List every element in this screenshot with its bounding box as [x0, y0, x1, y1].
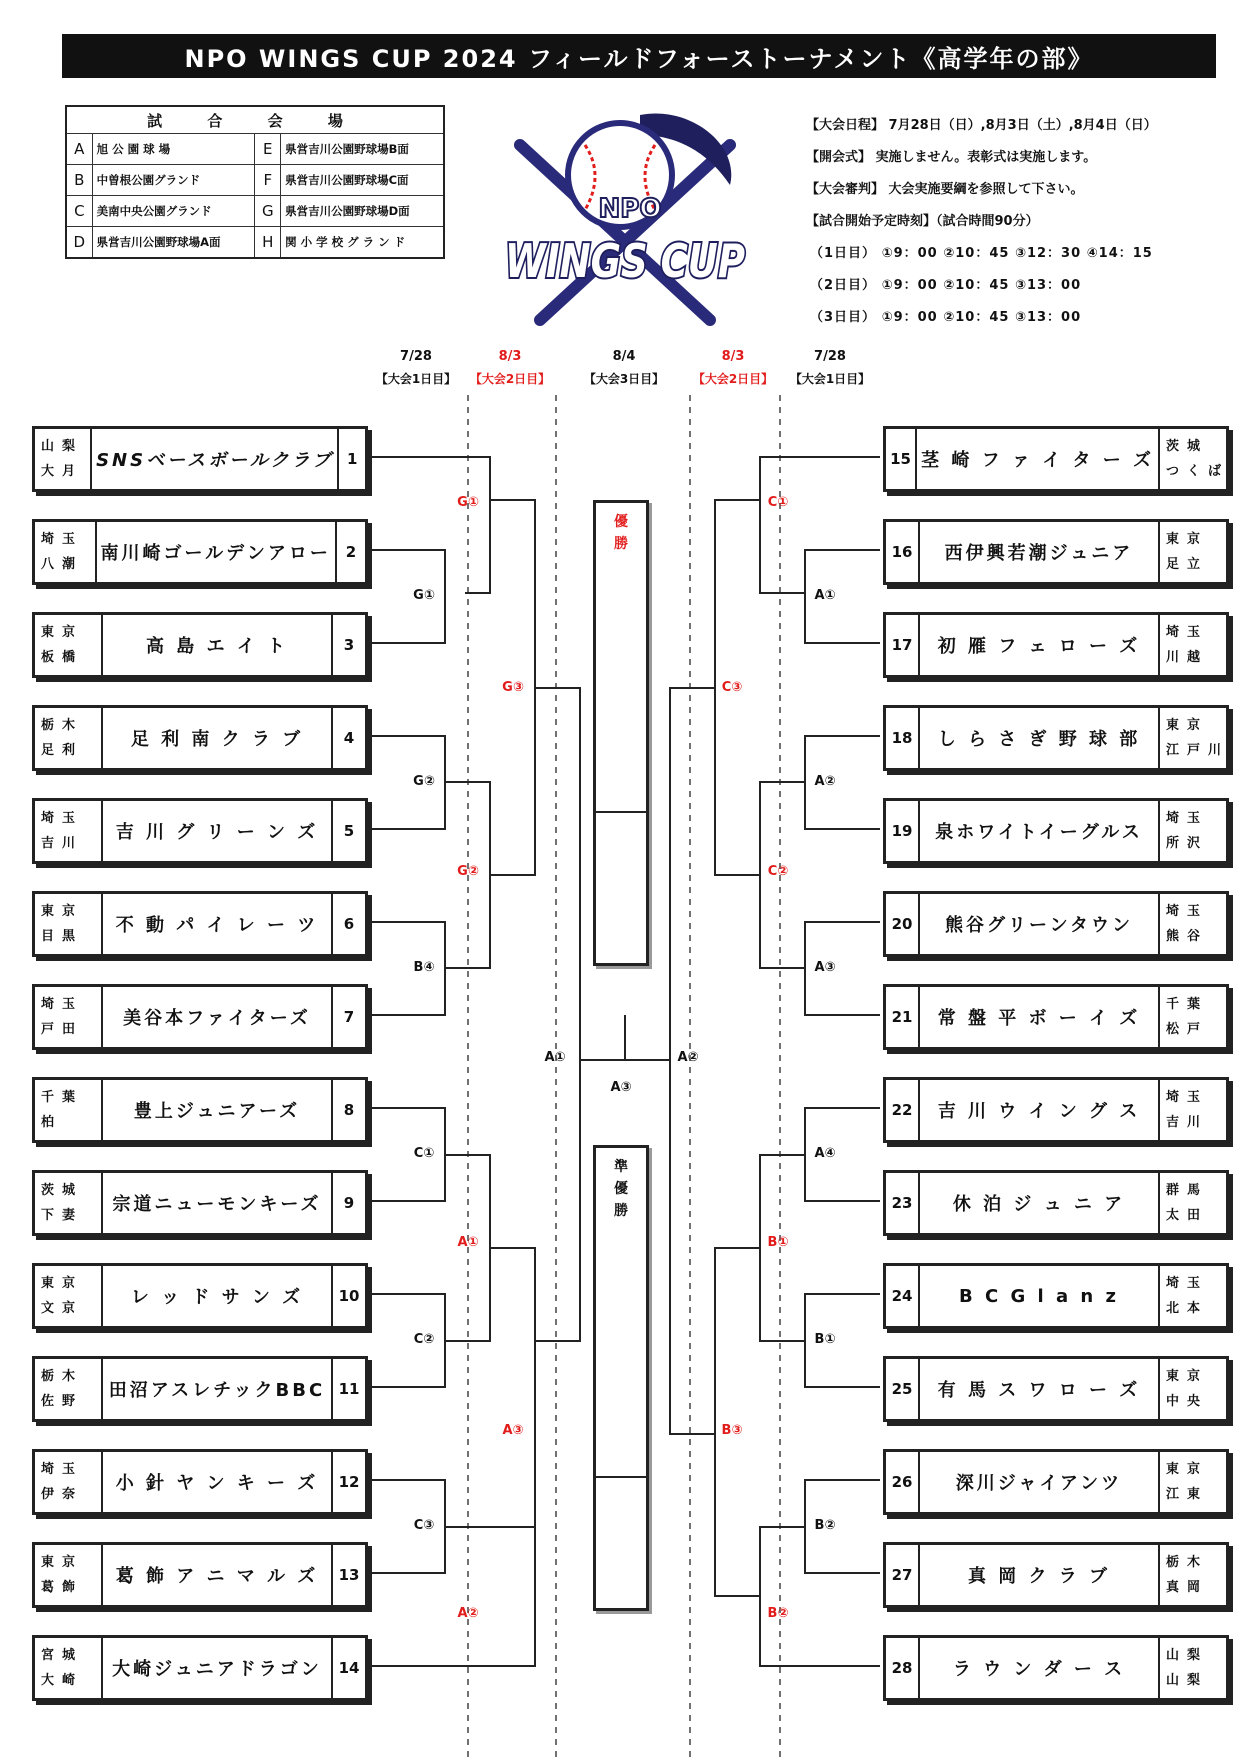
team-name: 南川崎ゴールデンアロー	[100, 543, 331, 564]
team-entry	[883, 984, 1229, 1050]
team-name: 有 馬 ス ワ ロ ー ズ	[937, 1380, 1141, 1401]
team-name: B C G l a n z	[959, 1285, 1119, 1307]
team-entry	[883, 891, 1229, 957]
team-name: レ ッ ド サ ン ズ	[130, 1287, 304, 1308]
team-name: 泉ホワイトイーグルス	[935, 822, 1143, 843]
team-name: 美谷本ファイターズ	[123, 1008, 311, 1029]
venue-code: D	[66, 227, 92, 259]
team-number: 24	[886, 1266, 920, 1326]
team-number: 27	[886, 1545, 920, 1605]
team-number: 3	[331, 615, 365, 675]
match-label: A①	[544, 1050, 566, 1065]
team-location: 埼玉 北本	[1158, 1266, 1226, 1326]
venue-name: 県営吉川公園野球場C面	[281, 165, 444, 196]
round-header: 7/28 【大会1日目】	[789, 349, 871, 386]
match-label: B②	[814, 1518, 836, 1533]
match-label: G③	[502, 680, 524, 695]
team-entry	[32, 1356, 368, 1422]
info-start-label: 【試合開始予定時刻】（試合時間90分）	[806, 214, 1039, 229]
team-number: 11	[331, 1359, 365, 1419]
team-location: 東京 板橋	[35, 615, 103, 675]
team-location: 東京 足立	[1158, 522, 1226, 582]
team-number: 23	[886, 1173, 920, 1233]
match-label: A①	[457, 1235, 479, 1250]
match-label: B①	[814, 1332, 836, 1347]
team-name: 高 島 エ イ ト	[145, 636, 289, 657]
info-day1: （1日目） ①9：00 ②10：45 ③12：30 ④14：15	[810, 246, 1153, 261]
team-entry	[32, 1542, 368, 1608]
team-entry	[883, 1542, 1229, 1608]
team-number: 26	[886, 1452, 920, 1512]
match-label: A①	[814, 588, 836, 603]
team-entry	[32, 705, 368, 771]
team-location: 栃木 足利	[35, 708, 103, 768]
team-location: 茨城 下妻	[35, 1173, 103, 1233]
round-header: 7/28 【大会1日目】	[375, 349, 457, 386]
match-label: A④	[814, 1146, 836, 1161]
team-name: 西伊興若潮ジュニア	[944, 543, 1134, 564]
match-label: A③	[502, 1423, 524, 1438]
team-number: 14	[331, 1638, 365, 1698]
match-label: C②	[413, 1332, 435, 1347]
team-location: 埼玉 吉川	[1158, 1080, 1226, 1140]
venue-code: F	[255, 165, 281, 196]
team-number: 9	[331, 1173, 365, 1233]
round-header: 8/3 【大会2日目】	[469, 349, 551, 386]
team-location: 山梨 大月	[35, 429, 92, 489]
team-number: 16	[886, 522, 920, 582]
team-location: 埼玉 戸田	[35, 987, 103, 1047]
team-number: 20	[886, 894, 920, 954]
team-location: 群馬 太田	[1158, 1173, 1226, 1233]
team-entry	[883, 612, 1229, 678]
team-entry	[883, 1263, 1229, 1329]
info-dates: 【大会日程】 7月28日（日）,8月3日（土）,8月4日（日）	[806, 118, 1157, 133]
team-entry	[32, 984, 368, 1050]
venue-name: 旭 公 園 球 場	[92, 134, 255, 165]
team-number: 1	[337, 429, 365, 489]
team-entry	[32, 1170, 368, 1236]
match-label: C①	[413, 1146, 435, 1161]
match-label: C①	[767, 495, 789, 510]
team-location: 埼玉 熊谷	[1158, 894, 1226, 954]
venue-code: E	[255, 134, 281, 165]
page-title: NPO WINGS CUP 2024 フィールドフォーストーナメント《高学年の部》	[62, 34, 1216, 78]
team-name: 吉 川 ウ イ ン グ ス	[937, 1101, 1141, 1122]
info-day2: （2日目） ①9：00 ②10：45 ③13：00	[810, 278, 1082, 293]
team-location: 山梨 山梨	[1158, 1638, 1226, 1698]
team-name: 真 岡 ク ラ ブ	[967, 1566, 1111, 1587]
team-entry	[32, 1263, 368, 1329]
team-location: 茨城 つくば	[1158, 429, 1226, 489]
match-label: A③	[610, 1080, 632, 1095]
venue-name: 県営吉川公園野球場D面	[281, 196, 444, 227]
team-number: 15	[886, 429, 917, 489]
team-name: 大崎ジュニアドラゴン	[112, 1659, 322, 1680]
venue-code: H	[255, 227, 281, 259]
team-location: 埼玉 吉川	[35, 801, 103, 861]
match-label: B①	[767, 1235, 789, 1250]
team-number: 18	[886, 708, 920, 768]
logo-wings-cup-text: WINGS CUP	[505, 234, 746, 288]
team-name: 宗道ニューモンキーズ	[112, 1194, 322, 1215]
venue-code: B	[66, 165, 92, 196]
team-location: 東京 江東	[1158, 1452, 1226, 1512]
round-header: 8/4 【大会3日目】	[583, 349, 665, 386]
team-entry	[883, 1635, 1229, 1701]
team-name: 常 盤 平 ボ ー イ ズ	[937, 1008, 1141, 1029]
team-location: 栃木 佐野	[35, 1359, 103, 1419]
team-name: し ら さ ぎ 野 球 部	[937, 729, 1141, 750]
team-name: 熊谷グリーンタウン	[945, 915, 1133, 936]
team-entry	[883, 798, 1229, 864]
venue-name: 関 小 学 校 グ ラ ン ド	[281, 227, 444, 259]
team-number: 17	[886, 615, 920, 675]
match-label: C②	[767, 864, 789, 879]
round-header: 8/3 【大会2日目】	[692, 349, 774, 386]
team-location: 千葉 柏	[35, 1080, 103, 1140]
venue-table-header: 試 合 会 場	[66, 106, 444, 134]
team-location: 東京 江戸川	[1158, 708, 1226, 768]
team-number: 4	[331, 708, 365, 768]
match-label: A②	[814, 774, 836, 789]
team-number: 2	[335, 522, 365, 582]
match-label: A②	[677, 1050, 699, 1065]
match-label: B④	[413, 960, 435, 975]
team-location: 埼玉 八潮	[35, 522, 97, 582]
match-label: G①	[457, 495, 479, 510]
team-entry	[883, 705, 1229, 771]
team-name: 豊上ジュニアーズ	[133, 1101, 301, 1122]
team-entry	[32, 1449, 368, 1515]
team-entry	[32, 612, 368, 678]
team-location: 東京 目黒	[35, 894, 103, 954]
venue-name: 県営吉川公園野球場A面	[92, 227, 255, 259]
info-day3: （3日目） ①9：00 ②10：45 ③13：00	[810, 310, 1082, 325]
team-name: 初 雁 フ ェ ロ ー ズ	[937, 636, 1141, 657]
team-name: 吉 川 グ リ ー ン ズ	[115, 822, 319, 843]
team-name: SNSベースボールクラブ	[96, 450, 334, 471]
venue-code: C	[66, 196, 92, 227]
runner-up-label: 準 優 勝	[596, 1148, 646, 1478]
logo-npo-text: NPO	[598, 194, 662, 224]
team-location: 宮城 大崎	[35, 1638, 103, 1698]
team-location: 東京 中央	[1158, 1359, 1226, 1419]
match-label: B②	[767, 1606, 789, 1621]
team-name: 茎 崎 フ ァ イ タ ー ズ	[921, 450, 1154, 471]
team-location: 東京 文京	[35, 1266, 103, 1326]
team-entry	[32, 891, 368, 957]
venue-name: 中曽根公園グランド	[92, 165, 255, 196]
info-opening: 【開会式】 実施しません。表彰式は実施します。	[806, 150, 1097, 165]
team-name: ラ ウ ン ダ ー ス	[952, 1659, 1126, 1680]
team-name: 小 針 ヤ ン キ ー ズ	[115, 1473, 319, 1494]
team-entry	[883, 1170, 1229, 1236]
team-location: 埼玉 所沢	[1158, 801, 1226, 861]
champion-box	[593, 500, 649, 966]
match-label: C③	[413, 1518, 435, 1533]
team-location: 埼玉 伊奈	[35, 1452, 103, 1512]
match-label: G②	[413, 774, 435, 789]
venue-code: A	[66, 134, 92, 165]
team-entry	[32, 798, 368, 864]
team-entry	[32, 1077, 368, 1143]
team-number: 28	[886, 1638, 920, 1698]
team-name: 足 利 南 ク ラ ブ	[130, 729, 304, 750]
team-entry	[883, 426, 1229, 492]
venue-name: 美南中央公園グランド	[92, 196, 255, 227]
team-number: 12	[331, 1452, 365, 1512]
team-name: 深川ジャイアンツ	[955, 1473, 1123, 1494]
team-location: 栃木 真岡	[1158, 1545, 1226, 1605]
team-number: 10	[331, 1266, 365, 1326]
team-entry	[32, 426, 368, 492]
match-label: G①	[413, 588, 435, 603]
team-number: 5	[331, 801, 365, 861]
team-number: 19	[886, 801, 920, 861]
match-label: C③	[721, 680, 743, 695]
team-number: 21	[886, 987, 920, 1047]
match-label: A③	[814, 960, 836, 975]
team-number: 7	[331, 987, 365, 1047]
match-label: G②	[457, 864, 479, 879]
team-entry	[883, 1077, 1229, 1143]
match-label: B③	[721, 1423, 743, 1438]
team-entry	[883, 1449, 1229, 1515]
venue-name: 県営吉川公園野球場B面	[281, 134, 444, 165]
team-number: 13	[331, 1545, 365, 1605]
team-number: 25	[886, 1359, 920, 1419]
team-name: 田沼アスレチックBBC	[108, 1380, 326, 1401]
team-name: 葛 飾 ア ニ マ ル ズ	[115, 1566, 319, 1587]
match-label: A②	[457, 1606, 479, 1621]
team-location: 東京 葛飾	[35, 1545, 103, 1605]
team-number: 22	[886, 1080, 920, 1140]
team-number: 6	[331, 894, 365, 954]
team-number: 8	[331, 1080, 365, 1140]
team-location: 埼玉 川越	[1158, 615, 1226, 675]
team-entry	[32, 1635, 368, 1701]
runner-up-box	[593, 1145, 649, 1611]
team-location: 千葉 松戸	[1158, 987, 1226, 1047]
team-entry	[883, 1356, 1229, 1422]
team-name: 不 動 パ イ レ ー ツ	[115, 915, 319, 936]
team-name: 休 泊 ジ ュ ニ ア	[952, 1194, 1126, 1215]
venue-code: G	[255, 196, 281, 227]
champion-label: 優 勝	[596, 503, 646, 813]
team-entry	[883, 519, 1229, 585]
team-entry	[32, 519, 368, 585]
info-rules: 【大会審判】 大会実施要綱を参照して下さい。	[806, 182, 1084, 197]
